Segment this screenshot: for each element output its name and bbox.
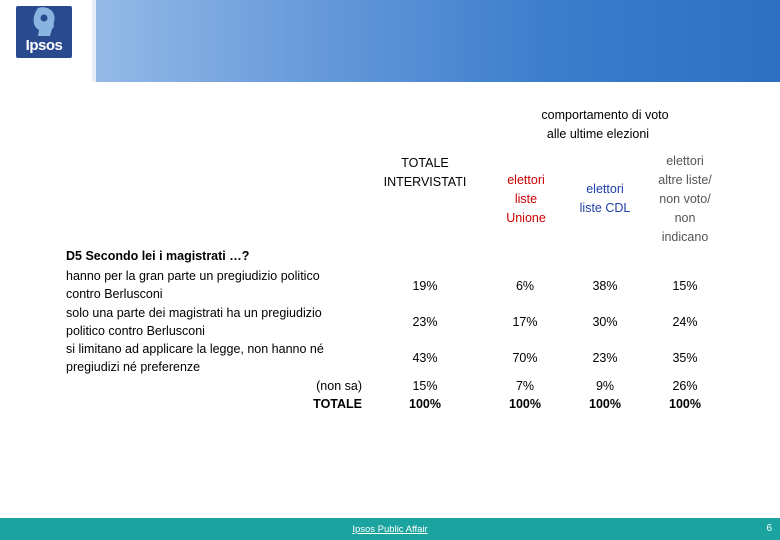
cell-total: 43% [412, 351, 438, 365]
column-header-unione [488, 171, 564, 228]
row-label [66, 340, 366, 376]
column-header-altre-line: elettori [666, 154, 704, 168]
footer-bar [0, 518, 780, 540]
cell-cdl: 100% [589, 397, 621, 411]
question-text: D5 Secondo lei i magistrati …? [66, 249, 250, 263]
cell-total: 15% [412, 379, 438, 393]
header-banner [0, 0, 780, 82]
footer-link[interactable]: Ipsos Public Affair [352, 524, 428, 535]
row-label-line: politico contro Berlusconi [66, 324, 205, 338]
column-header-altre-line: non voto/ [659, 192, 711, 206]
logo-area [0, 0, 92, 82]
cell-unione: 70% [512, 351, 538, 365]
column-header-unione-line: elettori [507, 173, 545, 187]
column-header-cdl [566, 180, 644, 218]
cell-unione: 6% [515, 279, 535, 293]
column-header-cdl-line: liste CDL [579, 201, 631, 215]
logo-divider [92, 0, 96, 82]
table-title-line-1: comportamento di voto [541, 108, 669, 122]
column-header-unione-line: Unione [506, 211, 546, 225]
cell-unione: 7% [515, 379, 535, 393]
table-title-line-2: alle ultime elezioni [546, 127, 650, 141]
page-number: 6 [766, 523, 772, 534]
row-label-line: pregiudizi né preferenze [66, 360, 201, 374]
cell-unione: 100% [509, 397, 541, 411]
cell-cdl: 9% [595, 379, 615, 393]
cell-total: 100% [409, 397, 441, 411]
row-label-line: si limitano ad applicare la legge, non hanno né [66, 342, 324, 356]
logo-text: Ipsos [25, 37, 63, 54]
cell-total: 19% [412, 279, 438, 293]
cell-cdl: 30% [592, 315, 618, 329]
totale-label: TOTALE [313, 397, 362, 411]
column-header-altre-line: indicano [661, 230, 709, 244]
row-label-line: hanno per la gran parte un pregiudizio politico [66, 269, 320, 283]
cell-cdl: 38% [592, 279, 618, 293]
row-label-line: contro Berlusconi [66, 287, 163, 301]
column-header-altre-line: altre liste/ [658, 173, 712, 187]
row-label [66, 304, 366, 340]
column-header-altre [644, 152, 726, 247]
cell-altre: 15% [672, 279, 698, 293]
column-header-unione-line: liste [514, 192, 538, 206]
cell-altre: 24% [672, 315, 698, 329]
cell-altre: 100% [669, 397, 701, 411]
cell-total: 23% [412, 315, 438, 329]
cell-unione: 17% [512, 315, 538, 329]
ipsos-logo [16, 6, 72, 58]
row-label [66, 267, 366, 303]
column-header-total-line: INTERVISTATI [383, 175, 467, 189]
column-header-altre-line: non [674, 211, 696, 225]
cell-cdl: 23% [592, 351, 618, 365]
cell-altre: 26% [672, 379, 698, 393]
column-header-cdl-line: elettori [586, 182, 624, 196]
non-sa-label: (non sa) [316, 379, 362, 393]
cell-altre: 35% [672, 351, 698, 365]
column-header-total-line: TOTALE [401, 156, 449, 170]
column-header-total [365, 154, 485, 192]
row-label-line: solo una parte dei magistrati ha un pregiudizio [66, 306, 322, 320]
profile-head-icon [30, 6, 60, 38]
